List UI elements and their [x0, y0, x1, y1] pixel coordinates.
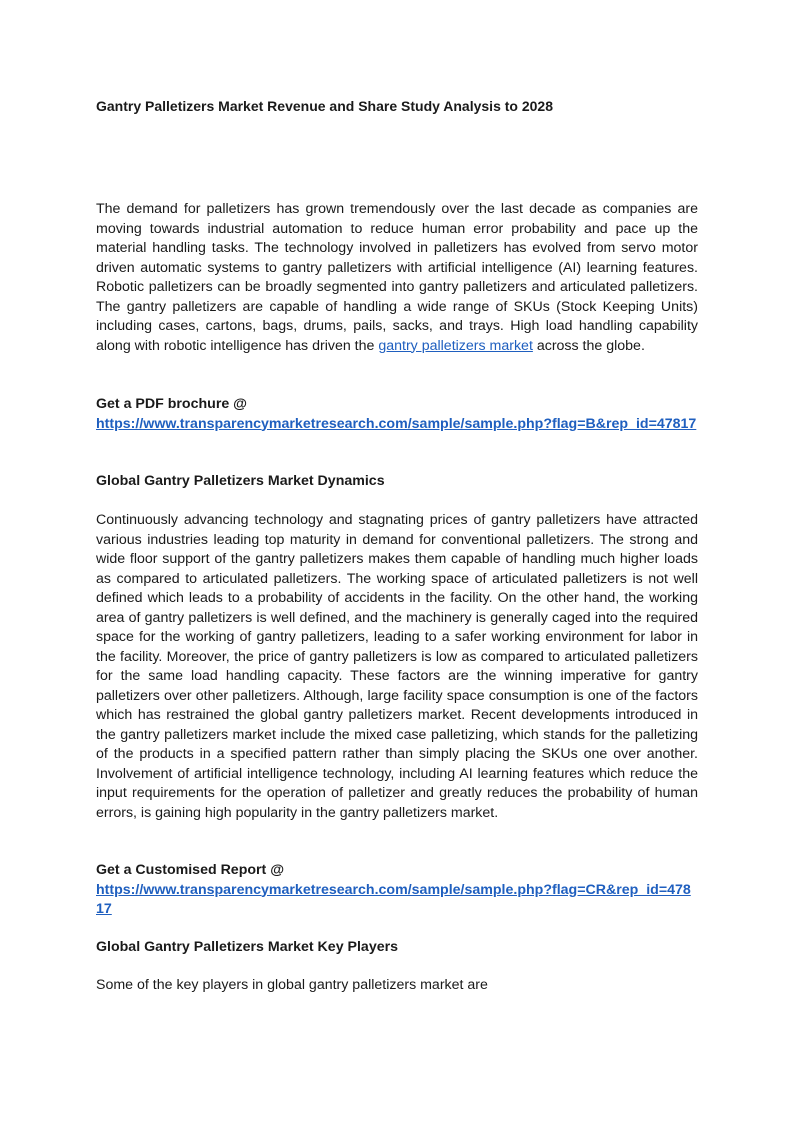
intro-paragraph	[96, 200, 698, 356]
intro-text-before-link: The demand for palletizers has grown tremendously over the last decade as companies are moving towards industrial automation to reduce human error probability and pace up the material handling tasks. The technology involved in palletizers has evolved from servo motor driven automatic systems to gantry palletizers with artificial intelligence (AI) learning features. Robotic palletizers can be broadly segmented into gantry palletizers and articulated palletizers. The gantry palletizers are capable of handling a wide range of SKUs (Stock Keeping Units) including cases, cartons, bags, drums, pails, sacks, and trays. High load handling capability along with robotic intelligence has driven the	[96, 201, 698, 354]
pdf-brochure-link[interactable]: https://www.transparencymarketresearch.com/sample/sample.php?flag=B&rep_id=47817	[96, 415, 697, 432]
customised-report-section	[96, 861, 698, 920]
customised-report-link[interactable]: https://www.transparencymarketresearch.com/sample/sample.php?flag=CR&rep_id=47817	[96, 881, 691, 917]
intro-text-after-link: across the globe.	[532, 337, 645, 354]
market-dynamics-heading: Global Gantry Palletizers Market Dynamics	[96, 473, 385, 489]
pdf-brochure-label: Get a PDF brochure @	[96, 396, 248, 412]
pdf-brochure-section	[96, 395, 698, 434]
document-title: Gantry Palletizers Market Revenue and Share Study Analysis to 2028	[96, 98, 553, 114]
gantry-palletizers-market-link[interactable]: gantry palletizers market	[378, 337, 533, 354]
market-dynamics-paragraph: Continuously advancing technology and stagnating prices of gantry palletizers have attracted various industries leading top maturity in demand for conventional palletizers. The strong and wide floor support of the gantry palletizers makes them capable of handling much higher loads as compared to articulated palletizers. The working space of articulated palletizers is not well defined which leads to a probability of accidents in the facility. On the other hand, the working area of gantry palletizers is well defined, and the machinery is generally caged into the required space for the working of gantry palletizers, leading to a safer working environment for labor in the facility. Moreover, the price of gantry palletizers is low as compared to articulated palletizers for the same load handling capacity. These factors are the winning imperative for gantry palletizers over other palletizers. Although, large facility space consumption is one of the factors which has restrained the global gantry palletizers market. Recent developments introduced in the gantry palletizers market include the mixed case palletizing, which stands for the palletizing of the products in a specified pattern rather than simply placing the SKUs one over another. Involvement of artificial intelligence technology, including AI learning features which reduce the input requirements for the operation of palletizer and greatly reduces the probability of human errors, is gaining high popularity in the gantry palletizers market.	[96, 512, 698, 821]
customised-report-label: Get a Customised Report @	[96, 862, 285, 878]
key-players-paragraph: Some of the key players in global gantry palletizers market are	[96, 977, 488, 993]
key-players-heading: Global Gantry Palletizers Market Key Players	[96, 939, 399, 955]
